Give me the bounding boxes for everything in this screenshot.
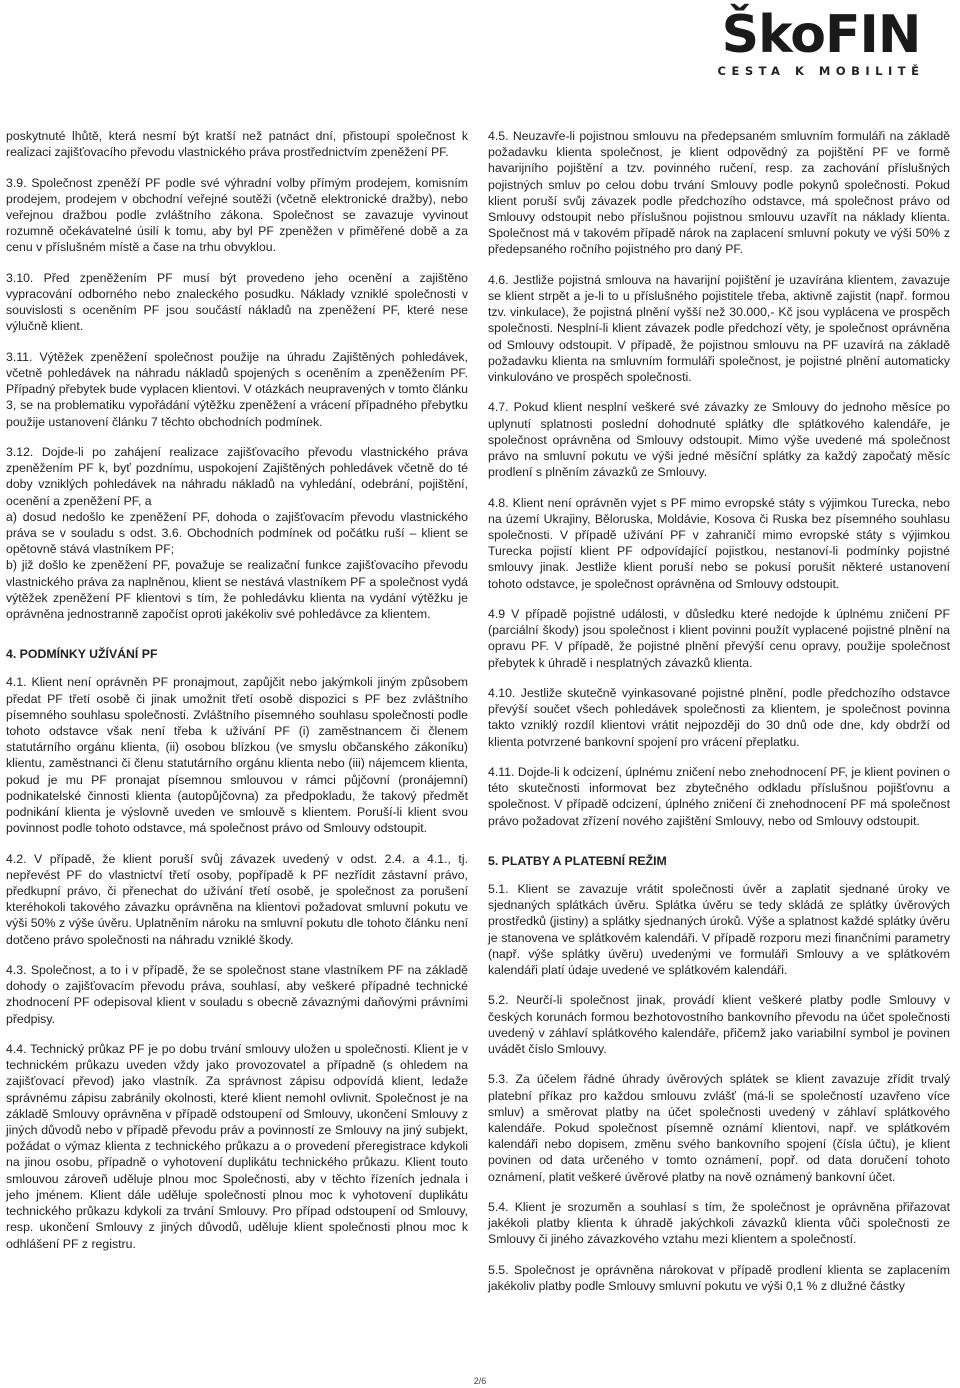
paragraph: 4.5. Neuzavře-li pojistnou smlouvu na předepsaném smluvním formuláři na základě požadavku klienta společnost, je klient odpovědný za pojištění PF ve formě havarijního pojištění a tzv. povinného ručení, resp. za zachování příslušných pojistných smluv po celou dobu trvání Smlouvy podle pokynů společnosti. Pokud klient poruší svůj závazek podle předchozího odstavce, má společnost právo od Smlouvy odstoupit nebo příslušnou pojistnou smlouvu uzavřít na náklady klienta. Společnost má v takovém případě nárok na zaplacení smluvní pokuty ve výši 50% z předepsaného ročního pojistného pro daný PF. <box>488 129 950 257</box>
paragraph: poskytnuté lhůtě, která nesmí být kratší než patnáct dní, přistoupí společnost k realizaci zajišťovacího převodu vlastnického práva prostřednictvím zpeněžení PF. <box>6 129 468 160</box>
paragraph: 4.9 V případě pojistné události, v důsledku které nedojde k úplnému zničení PF (parciální škody) jsou společnost i klient povinni použít vyplacené pojistné plnění na opravu PF. V případě, že pojistné plnění převýší cenu opravy, použije společnost přebytek k úhradě i nesplatných závazků klienta. <box>488 607 950 670</box>
paragraph: 4.8. Klient není oprávněn vyjet s PF mimo evropské státy s výjimkou Turecka, nebo na území Ukrajiny, Běloruska, Moldávie, Kosova či Ruska bez písemného souhlasu společnosti. V případě užívání PF v zahraničí mimo evropské státy s výjimkou Turecka pojistí klient PF odpovídající pojistkou, nestanoví-li podmínky pojistné smlouvy jinak. Jestliže klient poruší nebo se pokusí porušit některé ustanovení tohoto odstavce, je společnost oprávněna od Smlouvy odstoupit. <box>488 495 950 591</box>
paragraph: 4.4. Technický průkaz PF je po dobu trvání smlouvy uložen u společnosti. Klient je v technickém průkazu uveden vždy jako provozovatel a případně (s ohledem na zajišťovací převod) jako vlastník. Za správnost zápisu odpovídá klient, ledaže správnému zápisu zabránily okolnosti, které klient nemohl ovlivnit. Společnost je na základě Smlouvy oprávněna v případě odstoupení od Smlouvy, ukončení Smlouvy z jiných důvodů nebo v případě převodu práv a povinností ze Smlouvy na jiný subjekt, požádat o výmaz klienta z technického průkazu a o provedení přeregistrace kdykoli na jinou osobu, případně o vyhotovení duplikátu technického průkazu. Klient touto smlouvou zároveň uděluje plnou moc Společnosti, aby v těchto řízeních jednala i jeho jménem. Klient dále uděluje společnosti plnou moc k vyhotovení duplikátu technického průkazu kdykoli za trvání Smlouvy. Pro případ odstoupení od Smlouvy, resp. ukončení Smlouvy z jiných důvodů, uděluje klient společnosti plnou moc k odhlášení PF z registru. <box>6 1042 468 1251</box>
paragraph: 5.4. Klient je srozuměn a souhlasí s tím, že společnost je oprávněna přiřazovat jakékoli platby klienta k úhradě jakýchkoli závazků klienta vůči společnosti ze Smlouvy či jiného závazkového vztahu mezi klientem a společností. <box>488 1200 950 1247</box>
paragraph: 4.6. Jestliže pojistná smlouva na havarijní pojištění je uzavírána klientem, zavazuje se klient strpět a je-li to u příslušného pojistitele třeba, aktivně zajistit (např. formou tzv. vinkulace), že pojistná plnění vyšší než 30.000,- Kč jsou vyplácena ve prospěch společnosti. Nesplní-li klient závazek podle předchozí věty, je společnost oprávněna od Smlouvy odstoupit. V případě, že pojistnou smlouvu na PF uzavírá na základě požadavku klienta na smluvním formuláři společnost, je pojistné plnění automaticky vinkulováno ve prospěch společnosti. <box>488 272 950 385</box>
logo-tagline: CESTA K MOBILITĚ <box>717 64 925 78</box>
logo-brand: ŠkoFIN <box>721 5 921 65</box>
paragraph: 3.11. Výtěžek zpeněžení společnost použije na úhradu Zajištěných pohledávek, včetně pohledávek na náhradu nákladů spojených s oceněním a zpeněžením PF. Případný přebytek bude vyplacen klientovi. V otázkách neupravených v tomto článku 3, se na problematiku vypořádání výtěžku zpeněžení a vrácení případného přebytku použije ustanovení článku 7 těchto obchodních podmínek. <box>6 349 468 429</box>
paragraph: 5.2. Neurčí-li společnost jinak, provádí klient veškeré platby podle Smlouvy v českých korunách formou bezhotovostního bankovního převodu na účet společnosti uvedený v záhlaví splátkového kalendáře, přičemž jako variabilní symbol je povinen uvádět číslo Smlouvy. <box>488 993 950 1057</box>
paragraph: 4.1. Klient není oprávněn PF pronajmout, zapůjčit nebo jakýmkoli jiným způsobem předat PF třetí osobě či jinak umožnit třetí osobě dispozici s PF bez zvláštního písemného souhlasu společnosti. Zvláštního písemného souhlasu společnosti podle tohoto odstavce však není třeba k užívání PF (i) zaměstnancem či členem statutárního orgánu klienta, (ii) osobou blízkou (ve smyslu občanského zákoníku) klientu, zaměstnanci či členu statutárního orgánu klienta nebo (iii) nájemcem klienta, pokud je mu PF pronajat písemnou smlouvou v rámci půjčovní (pronájemní) podnikatelské činnosti klienta (autopůjčovna) za předpokladu, že takový předmět podnikání klienta je výslovně uveden ve smlouvě s klientem. Poruší-li klient svou povinnost podle tohoto odstavce, má společnost právo od Smlouvy odstoupit. <box>6 675 468 836</box>
skofin-logo <box>696 5 946 78</box>
paragraph: 3.12. Dojde-li po zahájení realizace zajišťovacího převodu vlastnického práva zpeněžením PF k, byť pozdnímu, uspokojení Zajištěných pohledávek včetně do té doby vzniklých pohledávek na náhradu nákladů na vyhledání, odebrání, pojištění, ocenění a zpeněžení PF, a a) dosud nedošlo ke zpeněžení PF, dohoda o zajišťovacím převodu vlastnického práva se v souladu s odst. 3.6. Obchodních podmínek od počátku ruší – klient se opětovně stává vlastníkem PF; b) již došlo ke zpeněžení PF, považuje se realizační funkce zajišťovacího převodu vlastnického práva za naplněnou, klient se nestává vlastníkem PF a společnost vydá výtěžek zpeněžení PF klientovi s tím, že pohledávku klienta na vydání výtěžku je oprávněna jednostranně započíst oproti jakékoliv své pohledávce za klientem. <box>6 445 468 622</box>
paragraph: 5.3. Za účelem řádné úhrady úvěrových splátek se klient zavazuje zřídit trvalý platební příkaz pro každou smlouvu zvlášť (má-li se společností uzavřeno více smluv) a směrovat platby na účet společnosti uvedený v záhlaví splátkového kalendáře. Pokud společnost písemně oznámí klientovi, např. ve splátkovém kalendáři nebo dopisem, změnu svého bankovního spojení (čísla účtu), je klient povinen od data určeného v tomto oznámení, popř. od data doručení tohoto oznámení, platit veškeré úvěrové platby na nově oznámený bankovní účet. <box>488 1072 950 1184</box>
paragraph: 4.10. Jestliže skutečně vyinkasované pojistné plnění, podle předchozího odstavce převýší součet všech pohledávek společnosti za klientem, je společnost povinna takto vzniklý rozdíl klientovi vrátit nejpozději do 30 dnů ode dne, kdy obdrží od klienta potvrzené bankovní spojení pro vrácení přeplatku. <box>488 686 950 749</box>
paragraph: 3.9. Společnost zpeněží PF podle své výhradní volby přímým prodejem, komisním prodejem, prodejem v obchodní veřejné soutěži (včetně elektronické dražby), nebo veřejnou dražbou podle zvláštního zákona. Společnost se zavazuje vyvinout rozumně očekávatelné úsilí k tomu, aby byl PF zpeněžen v přiměřené době a za cenu v příslušném místě a čase na trhu obvyklou. <box>6 175 468 255</box>
section-heading: 4. PODMÍNKY UŽÍVÁNÍ PF <box>6 647 158 662</box>
paragraph: 4.11. Dojde-li k odcizení, úplnému zničení nebo znehodnocení PF, je klient povinen o této skutečnosti informovat bez zbytečného odkladu příslušnou pojišťovnu a společnost. V případě odcizení, úplného zničení či znehodnocení PF má společnost právo požadovat zřízení nového zajištění Smlouvy, nebo od Smlouvy odstoupit. <box>488 765 950 828</box>
paragraph: 3.10. Před zpeněžením PF musí být provedeno jeho ocenění a zajištěno vypracování odborného nebo znaleckého posudku. Náklady vzniklé společnosti v souvislosti s oceněním PF jsou součástí nákladů na zpeněžení PF, které nese výlučně klient. <box>6 270 468 334</box>
paragraph: 5.1. Klient se zavazuje vrátit společnosti úvěr a zaplatit sjednané úroky ve sjednaných splátkách úvěru. Splátka úvěru se tedy skládá ze splátky úvěrových prostředků (jistiny) a splátky sjednaných úroků. Výše a splatnost každé splátky úvěru je stanovena ve splátkovém kalendáři. V případě rozporu mezi finančními parametry (např. výše splátky úvěru) uvedenými ve formuláři Smlouvy a ve splátkovém kalendáři platí údaje uvedené ve splátkovém kalendáři. <box>488 882 950 978</box>
paragraph: 4.7. Pokud klient nesplní veškeré své závazky ze Smlouvy do jednoho měsíce po uplynutí splatnosti poslední dohodnuté splátky dle splátkového kalendáře, je společnost oprávněna od Smlouvy odstoupit. Mimo výše uvedené má společnost právo na smluvní pokutu ve výši jedné měsíční splátky za každý započatý měsíc prodlení s plněním závazků ze Smlouvy. <box>488 400 950 480</box>
page-number: 2/6 <box>473 1376 487 1386</box>
paragraph: 4.3. Společnost, a to i v případě, že se společnost stane vlastníkem PF na základě dohody o zajišťovacím převodu práva, souhlasí, aby veškeré případné technické zhodnocení PF odepisoval klient v souladu s obecně závaznými daňovými právními předpisy. <box>6 963 468 1026</box>
paragraph: 5.5. Společnost je oprávněna nárokovat v případě prodlení klienta se zaplacením jakékoliv platby podle Smlouvy smluvní pokutu ve výši 0,1 % z dlužné částky <box>488 1262 950 1294</box>
section-heading: 5. PLATBY A PLATEBNÍ REŽIM <box>488 853 667 868</box>
right-column <box>488 128 950 1308</box>
paragraph: 4.2. V případě, že klient poruší svůj závazek uvedený v odst. 2.4. a 4.1., tj. nepřevést PF do vlastnictví třetí osoby, popřípadě k PF nezřídit zástavní právo, předkupní právo, či přenechat do užívání třetí osobě, je společnost za porušení kteréhokoli takového závazku oprávněna na klientovi požadovat smluvní pokutu ve výši 50% z výše úvěru. Uplatněním nároku na smluvní pokutu dle tohoto článku není dotčeno právo společnosti na náhradu vzniklé škody. <box>6 851 468 947</box>
left-column <box>6 128 468 1266</box>
